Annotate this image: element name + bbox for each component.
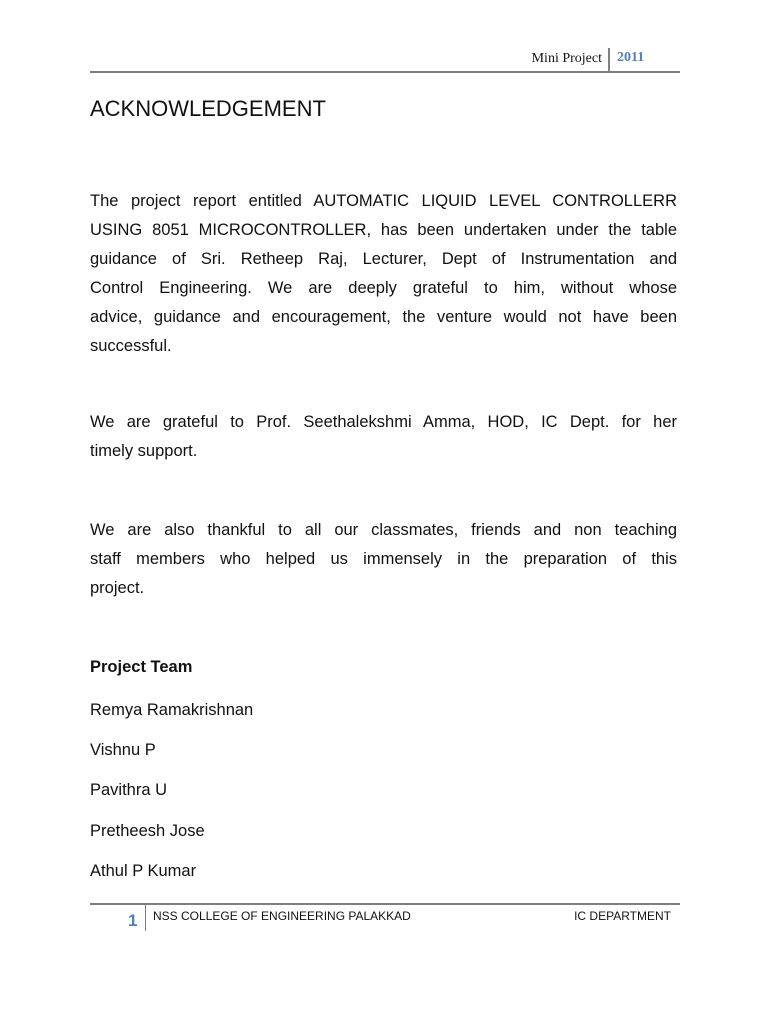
footer-rule xyxy=(90,903,680,905)
text-line: The project report entitled AUTOMATIC LIQUID LEVEL CONTROLLERR xyxy=(90,192,677,210)
paragraph-3 xyxy=(90,516,677,603)
text-line: successful. xyxy=(90,337,172,355)
page-title: ACKNOWLEDGEMENT xyxy=(90,96,326,121)
text-line: guidance of Sri. Retheep Raj, Lecturer, Dept of Instrumentation and xyxy=(90,250,677,268)
text-line: USING 8051 MICROCONTROLLER, has been undertaken under the table xyxy=(90,221,677,239)
text-line: advice, guidance and encouragement, the venture would not have been xyxy=(90,308,677,326)
header-separator xyxy=(608,48,610,72)
header-title: Mini Project xyxy=(531,51,602,66)
footer-college: NSS COLLEGE OF ENGINEERING PALAKKAD xyxy=(153,909,411,923)
team-member: Pavithra U xyxy=(90,781,168,799)
team-heading: Project Team xyxy=(90,658,193,676)
team-member: Vishnu P xyxy=(90,741,156,759)
team-member: Pretheesh Jose xyxy=(90,822,205,840)
paragraph-2 xyxy=(90,408,677,466)
team-member: Athul P Kumar xyxy=(90,862,197,880)
text-line: staff members who helped us immensely in the preparation of this xyxy=(90,550,677,568)
header-rule xyxy=(90,71,680,73)
text-line: We are grateful to Prof. Seethalekshmi Amma, HOD, IC Dept. for her xyxy=(90,413,677,431)
team-member: Remya Ramakrishnan xyxy=(90,701,254,719)
text-line: We are also thankful to all our classmates, friends and non teaching xyxy=(90,521,677,539)
footer-department: IC DEPARTMENT xyxy=(574,909,671,923)
page-number: 1 xyxy=(128,911,138,930)
text-line: Control Engineering. We are deeply grateful to him, without whose xyxy=(90,279,677,297)
text-line: timely support. xyxy=(90,442,198,460)
header-year: 2011 xyxy=(617,50,645,65)
text-line: project. xyxy=(90,579,145,597)
paragraph-1 xyxy=(90,187,677,361)
footer-separator xyxy=(145,905,146,931)
